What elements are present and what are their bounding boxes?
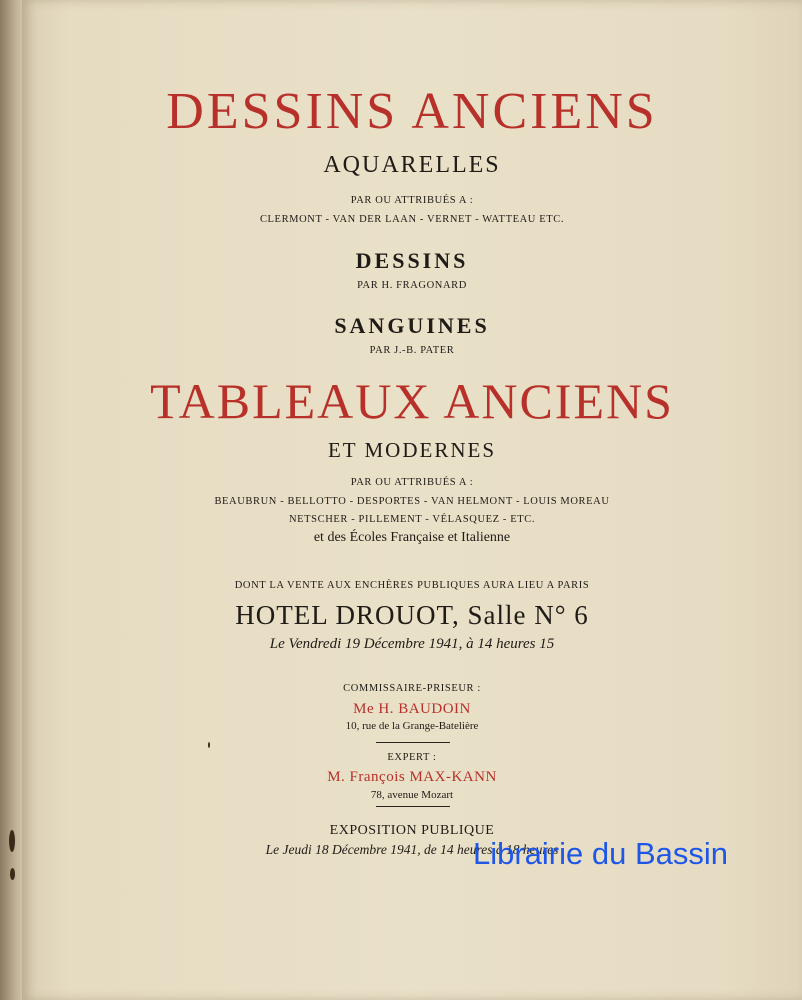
- tableaux-by-line: PAR OU ATTRIBUÉS A :: [350, 477, 474, 488]
- sale-venue: HOTEL DROUOT, Salle N° 6: [235, 600, 589, 630]
- tableaux-title: TABLEAUX ANCIENS: [150, 373, 674, 429]
- bookseller-watermark: Librairie du Bassin: [472, 836, 728, 871]
- exposition-date: Le Jeudi 18 Décembre 1941, de 14 heures à 18 heures: [265, 842, 559, 857]
- dessins-by-line: PAR H. FRAGONARD: [357, 280, 467, 291]
- sanguines-heading: SANGUINES: [334, 313, 490, 338]
- commissaire-label: COMMISSAIRE-PRISEUR :: [343, 683, 481, 694]
- tableaux-artists-line2: NETSCHER - PILLEMENT - VÉLASQUEZ - ETC.: [288, 514, 536, 525]
- paper-speck: [208, 742, 210, 748]
- dessins-heading: DESSINS: [355, 248, 469, 273]
- sanguines-by-line: PAR J.-B. PATER: [369, 345, 455, 356]
- main-title: DESSINS ANCIENS: [166, 83, 658, 140]
- divider-rule: [376, 742, 450, 743]
- paper-stain: [9, 830, 15, 852]
- paper-stain: [10, 868, 15, 880]
- commissaire-name: Me H. BAUDOIN: [353, 701, 471, 717]
- aquarelles-artists: CLERMONT - VAN DER LAAN - VERNET - WATTEAU ETC.: [259, 214, 565, 225]
- exposition-label: EXPOSITION PUBLIQUE: [329, 823, 495, 838]
- expert-name: M. François MAX-KANN: [327, 769, 497, 785]
- commissaire-address: 10, rue de la Grange-Batelière: [345, 720, 479, 732]
- expert-label: EXPERT :: [387, 752, 437, 763]
- tableaux-subtitle: ET MODERNES: [327, 438, 497, 462]
- aquarelles-heading: AQUARELLES: [323, 152, 501, 178]
- aquarelles-by-line: PAR OU ATTRIBUÉS A :: [350, 195, 474, 206]
- sale-date: Le Vendredi 19 Décembre 1941, à 14 heures 15: [269, 636, 555, 652]
- tableaux-artists-line1: BEAUBRUN - BELLOTTO - DESPORTES - VAN HELMONT - LOUIS MOREAU: [214, 496, 610, 507]
- tableaux-schools: et des Écoles Française et Italienne: [313, 530, 511, 545]
- expert-address: 78, avenue Mozart: [370, 789, 454, 801]
- sale-intro: DONT LA VENTE AUX ENCHÈRES PUBLIQUES AURA LIEU A PARIS: [234, 580, 590, 591]
- divider-rule: [376, 806, 450, 807]
